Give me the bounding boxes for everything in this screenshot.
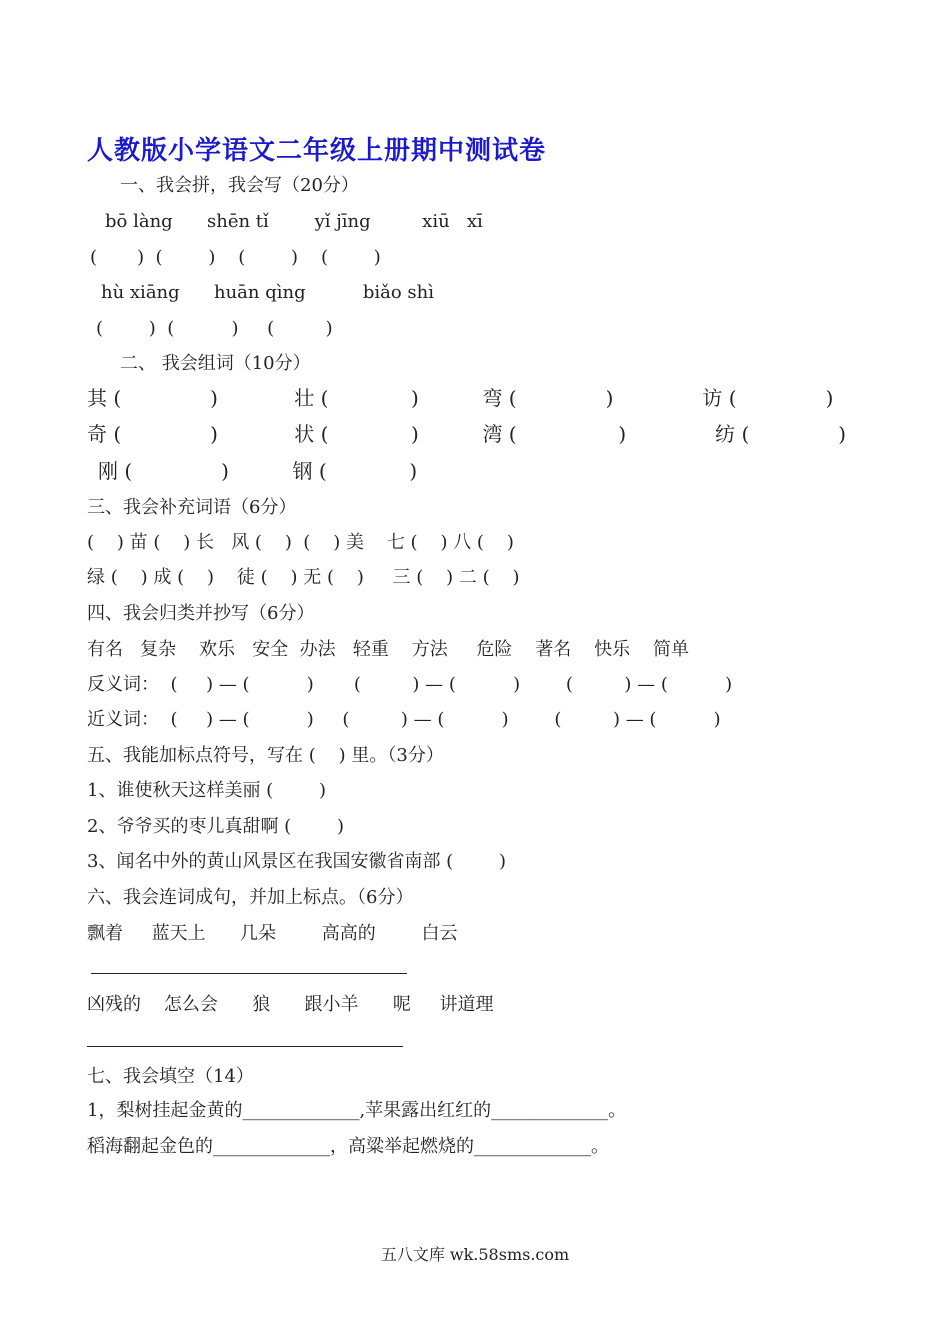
word-group-row-1: 其 ( ) 壮 ( ) 弯 ( ) 访 ( ) xyxy=(87,386,834,410)
section-7-heading: 七、我会填空（14） xyxy=(87,1066,254,1087)
word-bank-row: 有名 复杂 欢乐 安全 办法 轻重 方法 危险 著名 快乐 简单 xyxy=(87,639,689,660)
fill-blank-row-1: 1，梨树挂起金黄的_____________,苹果露出红红的_____________。 xyxy=(87,1100,627,1121)
word-group-row-3: 刚 ( ) 钢 ( ) xyxy=(98,459,418,483)
footer-watermark: 五八文库 wk.58sms.com xyxy=(380,1245,570,1264)
word-group-row-2: 奇 ( ) 状 ( ) 湾 ( ) 纺 ( ) xyxy=(87,422,847,446)
page-title: 人教版小学语文二年级上册期中测试卷 xyxy=(87,136,547,166)
pinyin-row-1: bō làng shēn tǐ yǐ jīng xiū xī xyxy=(105,211,483,232)
section-4-heading: 四、我会归类并抄写（6分） xyxy=(87,603,315,624)
answer-line-2 xyxy=(87,1046,403,1047)
pinyin-row-2: hù xiāng huān qìng biǎo shì xyxy=(101,282,434,303)
sentence-words-1: 飘着 蓝天上 几朵 高高的 白云 xyxy=(87,923,458,944)
section-3-heading: 三、我会补充词语（6分） xyxy=(87,497,297,518)
complete-words-row-2: 绿 ( ) 成 ( ) 徒 ( ) 无 ( ) 三 ( ) 二 ( ) xyxy=(87,567,520,588)
answer-brackets-row-1: ( ) ( ) ( ) ( ) xyxy=(90,247,381,268)
sentence-words-2: 凶残的 怎么会 狼 跟小羊 呢 讲道理 xyxy=(87,994,494,1015)
section-1-heading: 一、我会拼，我会写（20分） xyxy=(120,175,359,196)
answer-line-1 xyxy=(91,973,407,974)
answer-brackets-row-2: ( ) ( ) ( ) xyxy=(96,318,333,339)
section-5-heading: 五、我能加标点符号，写在 ( ) 里。（3分） xyxy=(87,745,444,766)
synonym-row: 近义词： ( ) — ( ) ( ) — ( ) ( ) — ( ) xyxy=(87,709,721,730)
section-2-heading: 二、 我会组词（10分） xyxy=(120,353,311,374)
punctuation-item-2: 2、爷爷买的枣儿真甜啊 ( ) xyxy=(87,816,344,837)
complete-words-row-1: ( ) 苗 ( ) 长 风 ( ) ( ) 美 七 ( ) 八 ( ) xyxy=(87,532,514,553)
antonym-row: 反义词： ( ) — ( ) ( ) — ( ) ( ) — ( ) xyxy=(87,674,733,695)
fill-blank-row-2: 稻海翻起金色的_____________，高粱举起燃烧的_____________。 xyxy=(87,1136,609,1157)
section-6-heading: 六、我会连词成句，并加上标点。（6分） xyxy=(87,887,414,908)
punctuation-item-1: 1、谁使秋天这样美丽 ( ) xyxy=(87,780,326,801)
punctuation-item-3: 3、闻名中外的黄山风景区在我国安徽省南部 ( ) xyxy=(87,851,506,872)
